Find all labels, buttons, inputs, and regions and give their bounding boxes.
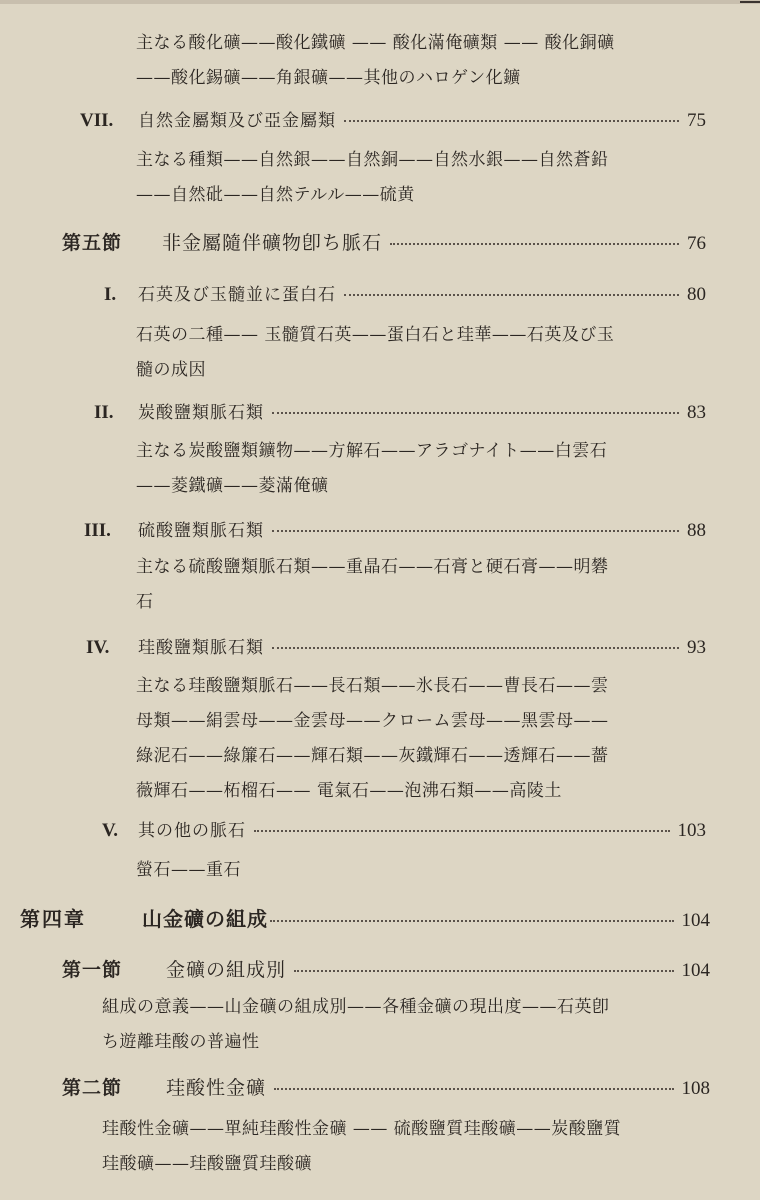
entry-page: 93 xyxy=(687,637,706,658)
dot-leader xyxy=(274,1088,673,1090)
dot-leader xyxy=(344,294,679,296)
toc-entry-iv[interactable] xyxy=(86,633,706,659)
dot-leader xyxy=(270,920,674,922)
entry-title: 其の他の脈石 xyxy=(138,821,246,841)
desc-line: 組成の意義——山金礦の組成別——各種金礦の現出度——石英卽 xyxy=(102,997,610,1017)
top-desc xyxy=(136,26,615,96)
desc-line: 綠泥石——綠簾石——輝石類——灰鐵輝石——透輝石——薔 xyxy=(136,746,609,766)
toc-entry-chapter-4[interactable] xyxy=(20,903,710,932)
entry-description xyxy=(136,669,609,809)
entry-description xyxy=(136,434,607,504)
entry-number: 第二節 xyxy=(62,1078,123,1099)
desc-line: 石英の二種—— 玉髓質石英——蛋白石と珪華——石英及び玉 xyxy=(136,325,615,345)
desc-line: 髓の成因 xyxy=(136,360,206,380)
desc-line: 珪酸礦——珪酸鹽質珪酸礦 xyxy=(102,1154,312,1174)
desc-line: 石 xyxy=(136,592,154,612)
entry-description xyxy=(136,143,609,213)
dot-leader xyxy=(272,647,679,649)
entry-title: 山金礦の組成 xyxy=(142,907,268,931)
toc-entry-i[interactable] xyxy=(104,280,706,306)
entry-number: V. xyxy=(102,820,119,841)
desc-line: ——酸化錫礦——角銀礦——其他のハロゲン化鑛 xyxy=(136,68,521,88)
desc-line: ち遊離珪酸の普遍性 xyxy=(102,1032,260,1052)
dot-leader xyxy=(254,830,670,832)
desc-line: ——自然砒——自然テルル——硫黄 xyxy=(136,185,415,205)
desc-line: 主なる酸化礦——酸化鐵礦 —— 酸化滿俺礦類 —— 酸化銅礦 xyxy=(136,33,615,53)
entry-number: 第一節 xyxy=(62,960,123,981)
entry-title: 珪酸性金礦 xyxy=(166,1077,267,1099)
entry-page: 104 xyxy=(681,910,710,931)
desc-line: 主なる種類——自然銀——自然銅——自然水銀——自然蒼鉛 xyxy=(136,150,609,170)
entry-description xyxy=(102,990,610,1060)
entry-title: 硫酸鹽類脈石類 xyxy=(138,521,264,541)
dot-leader xyxy=(294,970,673,972)
entry-description xyxy=(136,318,614,388)
entry-number: IV. xyxy=(86,637,110,658)
desc-line: 螢石——重石 xyxy=(136,860,241,880)
desc-line: 主なる炭酸鹽類鑛物——方解石——アラゴナイト——白雲石 xyxy=(136,441,608,461)
entry-number: I. xyxy=(104,284,117,305)
entry-number: 第四章 xyxy=(20,909,86,931)
entry-title: 珪酸鹽類脈石類 xyxy=(138,638,264,658)
entry-page: 75 xyxy=(687,110,706,131)
entry-description xyxy=(102,1112,621,1182)
desc-line: ——菱鐵礦——菱滿俺礦 xyxy=(136,476,329,496)
entry-number: III. xyxy=(84,520,111,541)
toc-entry-ii[interactable] xyxy=(94,398,706,424)
desc-line: 母類——絹雲母——金雲母——クローム雲母——黑雲母—— xyxy=(136,711,609,731)
entry-number: VII. xyxy=(80,110,114,131)
toc-entry-section-2[interactable] xyxy=(62,1073,710,1100)
dot-leader xyxy=(272,412,679,414)
entry-title: 石英及び玉髓並に蛋白石 xyxy=(138,285,336,305)
entry-page: 76 xyxy=(687,233,706,254)
entry-title: 金礦の組成別 xyxy=(166,959,287,981)
entry-title: 炭酸鹽類脈石類 xyxy=(138,403,264,423)
entry-title: 自然金屬類及び亞金屬類 xyxy=(138,111,336,131)
entry-description xyxy=(136,550,609,620)
toc-entry-iii[interactable] xyxy=(84,516,706,542)
entry-page: 104 xyxy=(681,960,710,981)
entry-page: 88 xyxy=(687,520,706,541)
entry-number: 第五節 xyxy=(62,233,123,254)
entry-page: 103 xyxy=(677,820,706,841)
dot-leader xyxy=(272,530,679,532)
entry-page: 83 xyxy=(687,402,706,423)
entry-title: 非金屬隨伴礦物卽ち脈石 xyxy=(162,232,383,254)
desc-line: 珪酸性金礦——單純珪酸性金礦 —— 硫酸鹽質珪酸礦——炭酸鹽質 xyxy=(102,1119,622,1139)
entry-page: 80 xyxy=(687,284,706,305)
entry-page: 108 xyxy=(681,1078,710,1099)
toc-entry-v[interactable] xyxy=(102,816,706,842)
top-rule xyxy=(0,0,760,4)
entry-number: II. xyxy=(94,402,114,423)
desc-line: 主なる硫酸鹽類脈石類——重晶石——石膏と硬石膏——明礬 xyxy=(136,557,609,577)
toc-entry-vii[interactable] xyxy=(80,106,706,132)
desc-line: 主なる珪酸鹽類脈石——長石類——氷長石——曹長石——雲 xyxy=(136,676,609,696)
toc-entry-section-5[interactable] xyxy=(62,228,706,255)
dot-leader xyxy=(390,243,679,245)
entry-description xyxy=(136,853,241,888)
top-rule-mark xyxy=(740,1,760,3)
toc-entry-section-1[interactable] xyxy=(62,955,710,982)
dot-leader xyxy=(344,120,679,122)
desc-line: 薇輝石——柘榴石—— 電氣石——泡沸石類——高陵土 xyxy=(136,781,562,801)
